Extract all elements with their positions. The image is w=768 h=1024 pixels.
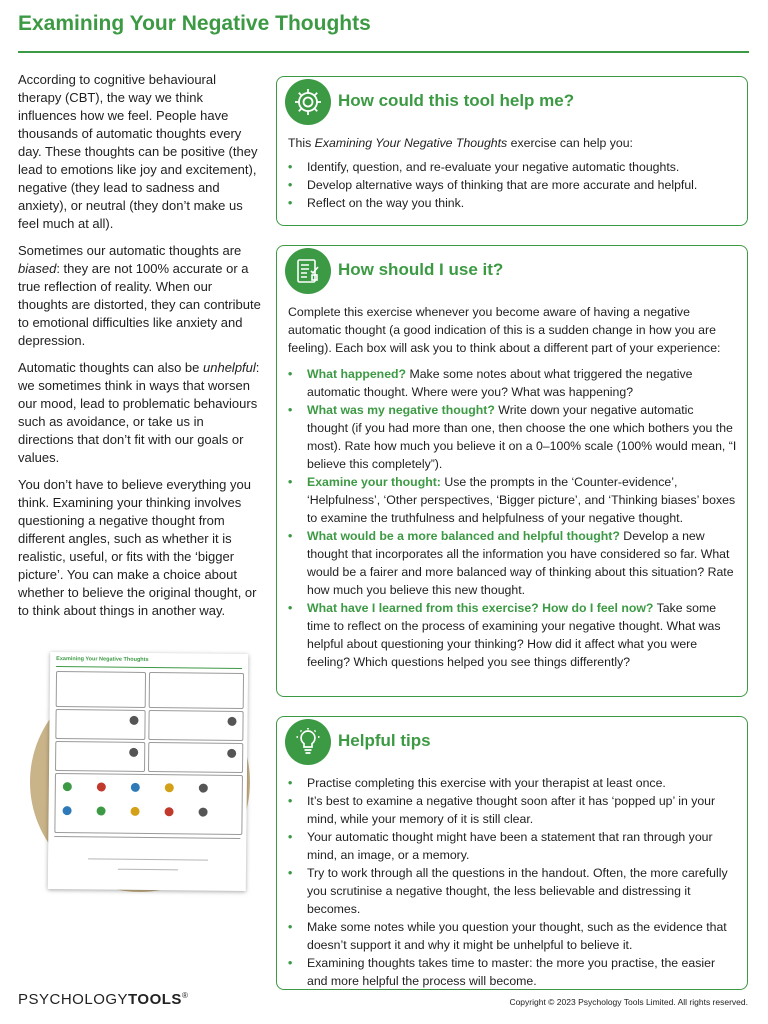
page-title: Examining Your Negative Thoughts — [18, 12, 371, 35]
thumbnail-icon — [227, 717, 236, 726]
thumbnail-title: Examining Your Negative Thoughts — [56, 656, 149, 663]
list-item: • Examining thoughts takes time to master: the more you practise, the easier and more helpful the process will become. — [288, 954, 737, 990]
worksheet-thumbnail — [22, 640, 254, 906]
thumbnail-icon — [165, 807, 174, 816]
help-box-body — [288, 134, 737, 212]
thumbnail-page — [48, 652, 248, 891]
copyright-notice: Copyright © 2023 Psychology Tools Limited. All rights reserved. — [509, 997, 748, 1007]
gear-icon — [285, 79, 331, 125]
checklist-icon — [285, 248, 331, 294]
tips-box-title: Helpful tips — [338, 731, 431, 750]
thumbnail-box — [54, 773, 243, 835]
thumbnail-line — [54, 836, 240, 839]
intro-paragraph-4: You don’t have to believe everything you think. Examining your thinking involves questioning a negative thought from different angles, such as whether it is realistic, useful, or fits with the ‘bigger picture’. You can make a choice about whether to believe the original thought, or to think about things in another way. — [18, 477, 257, 618]
list-item: • Develop alternative ways of thinking that are more accurate and helpful. — [288, 176, 737, 194]
use-box-list — [288, 365, 737, 671]
use-box-intro: Complete this exercise whenever you become aware of having a negative automatic thought (a good indication of this is a sudden change in how you are feeling). Each box will ask you to think about a different part of your experience: — [288, 305, 721, 355]
tips-box-list — [288, 774, 737, 990]
help-box-title: How could this tool help me? — [338, 91, 575, 110]
tips-box-body — [288, 774, 737, 990]
thumbnail-icon — [97, 782, 106, 791]
thumbnail-icon — [131, 783, 140, 792]
intro-paragraph-2: Sometimes our automatic thoughts are biased: they are not 100% accurate or a true reflection of reality. When our thoughts are distorted, they can contribute to emotional difficulties like anxiety and depression. — [18, 243, 261, 348]
list-item: • Try to work through all the questions in the handout. Often, the more carefully you scrutinise a negative thought, the less believable and distressing it becomes. — [288, 864, 737, 918]
help-box-intro: This Examining Your Negative Thoughts exercise can help you: — [288, 136, 633, 150]
thumbnail-icon — [63, 806, 72, 815]
list-item: • What was my negative thought? Write down your negative automatic thought (if you had more than one, then choose the one which bothers you the most). Rate how much you believe it on a 0–100% scale (100% would mean, “I believe this completely”). — [288, 401, 737, 473]
list-item: • It’s best to examine a negative thought soon after it has ‘popped up’ in your mind, while your memory of it is still clear. — [288, 792, 737, 828]
thumbnail-icon — [165, 783, 174, 792]
thumbnail-icon — [199, 808, 208, 817]
list-item: • Practise completing this exercise with your therapist at least once. — [288, 774, 737, 792]
thumbnail-box — [149, 672, 244, 709]
list-item: • Reflect on the way you think. — [288, 194, 737, 212]
list-item: • Examine your thought: Use the prompts in the ‘Counter-evidence’, ‘Helpfulness’, ‘Other perspectives, ‘Bigger picture’, and ‘Thinking biases’ boxes to examine the truthfulness and helpfulness of your negative thought. — [288, 473, 737, 527]
tips-box — [276, 716, 748, 990]
list-item: • Identify, question, and re-evaluate your negative automatic thoughts. — [288, 158, 737, 176]
help-box — [276, 76, 748, 226]
title-divider — [18, 51, 749, 53]
thumbnail-icon — [199, 784, 208, 793]
thumbnail-icon — [129, 748, 138, 757]
use-box-title: How should I use it? — [338, 260, 504, 279]
thumbnail-line — [88, 858, 208, 860]
thumbnail-rule — [56, 666, 242, 669]
use-box-body — [288, 303, 737, 671]
intro-paragraph-1: According to cognitive behavioural therapy (CBT), the way we think influences how we feel. People have thousands of automatic thoughts every day. These thoughts can be positive (they lead to emotions like joy and excitement), negative (they lead to sadness and anxiety), or neutral (they don’t make us feel much at all). — [18, 72, 258, 231]
intro-paragraph-3: Automatic thoughts can also be unhelpful: we sometimes think in ways that worsen our mood, lead to problematic behaviours such as avoidance, or take us in directions that don’t fit with our goals or values. — [18, 360, 260, 465]
list-item: • Make some notes while you question your thought, such as the evidence that doesn’t support it and why it might be unhelpful to believe it. — [288, 918, 737, 954]
list-item: • What happened? Make some notes about what triggered the negative automatic thought. Where were you? What was happening? — [288, 365, 737, 401]
thumbnail-icon — [131, 807, 140, 816]
list-item: • What would be a more balanced and helpful thought? Develop a new thought that incorporates all the information you have considered so far. What would be a fairer and more balanced way of thinking about this situation? Rate how much you believe this new thought. — [288, 527, 737, 599]
lightbulb-icon — [285, 719, 331, 765]
list-item: • What have I learned from this exercise? How do I feel now? Take some time to reflect on the process of examining your negative thought. What was helpful about questioning your thinking? How did it affect what you were feeling? Which questions helped you see things differently? — [288, 599, 737, 671]
thumbnail-box — [56, 671, 146, 708]
thumbnail-icon — [129, 716, 138, 725]
thumbnail-line — [118, 869, 178, 871]
list-item: • Your automatic thought might have been a statement that ran through your mind, an image, or a memory. — [288, 828, 737, 864]
thumbnail-icon — [227, 749, 236, 758]
help-box-list — [288, 158, 737, 212]
thumbnail-icon — [63, 782, 72, 791]
thumbnail-icon — [97, 806, 106, 815]
use-box — [276, 245, 748, 697]
intro-column — [18, 71, 261, 629]
psychology-tools-logo: PSYCHOLOGYTOOLS® — [18, 991, 189, 1008]
